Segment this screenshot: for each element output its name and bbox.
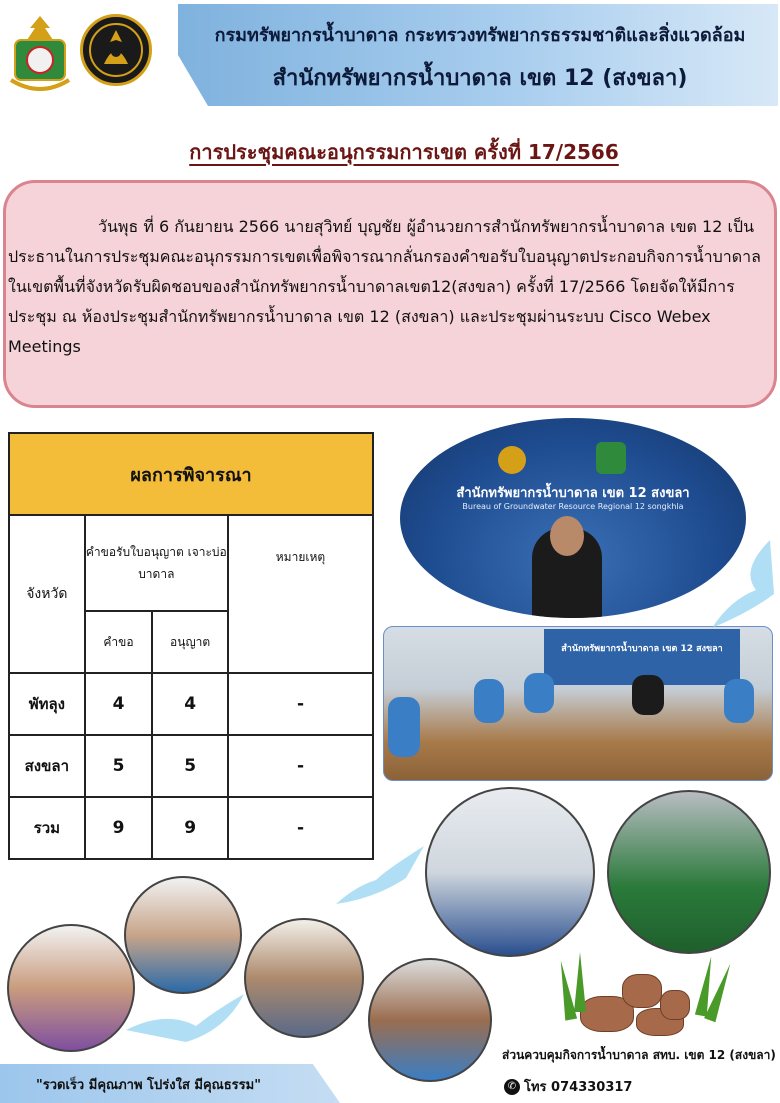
person-silhouette — [632, 675, 664, 715]
row-province: รวม — [9, 797, 85, 859]
person-head — [550, 516, 584, 556]
summary-paragraph: วันพุธ ที่ 6 กันยายน 2566 นายสุวิทย์ บุญชัย ผู้อำนวยการสำนักทรัพยากรน้ำบาดาล เขต 12 เป็นประธานในการประชุมคณะอนุกรรมการเขตเพื่อพิจารณากลั่นกรองคำขอรับใบอนุญาตประกอบกิจการน้ำบาดาลในเขตพื้นที่จังหวัดรับผิดชอบของสำนักทรัพยากรน้ำบาดาลเขต12(สงขลา) ครั้งที่ 17/2566 โดยจัดให้มีการประชุม ณ ห้องประชุมสำนักทรัพยากรน้ำบาดาล เขต 12 (สงขลา) และประชุมผ่านระบบ Cisco Webex Meetings — [8, 217, 761, 356]
photo-banner-english: Bureau of Groundwater Resource Regional 12 songkhla — [462, 502, 684, 511]
chairman-photo — [400, 418, 746, 618]
row-requested: 5 — [85, 735, 153, 797]
col-requested: คำขอ — [85, 611, 153, 673]
room-banner-text: สำนักทรัพยากรน้ำบาดาล เขต 12 สงขลา — [561, 644, 723, 654]
col-request-group: คำขอรับใบอนุญาต เจาะบ่อบาดาล — [85, 515, 228, 611]
water-splash-icon — [336, 846, 426, 906]
water-splash-icon — [700, 540, 778, 630]
rock-decoration — [622, 974, 662, 1008]
row-requested: 4 — [85, 673, 153, 735]
person-silhouette — [524, 673, 554, 713]
footer-org: ส่วนควบคุมกิจการน้ำบาดาล สทบ. เขต 12 (สงขลา) — [502, 1048, 776, 1062]
col-province: จังหวัด — [9, 515, 85, 673]
table-row — [9, 797, 373, 859]
person-silhouette — [724, 679, 754, 723]
webex-participant-photo — [368, 958, 492, 1082]
row-remark: - — [228, 797, 373, 859]
row-requested: 9 — [85, 797, 153, 859]
table-row — [9, 735, 373, 797]
row-province: สงขลา — [9, 735, 85, 797]
row-approved: 4 — [152, 673, 228, 735]
header-office: สำนักทรัพยากรน้ำบาดาล เขต 12 (สงขลา) — [272, 66, 688, 91]
webex-participant-photo — [124, 876, 242, 994]
photo-emblem-icon — [596, 442, 626, 474]
participant-photo — [607, 790, 771, 954]
header-department: กรมทรัพยากรน้ำบาดาล กระทรวงทรัพยากรธรรมชาติและสิ่งแวดล้อม — [214, 25, 746, 46]
phone-icon: ✆ — [504, 1079, 520, 1095]
row-approved: 9 — [152, 797, 228, 859]
meeting-title: การประชุมคณะอนุกรรมการเขต ครั้งที่ 17/2566 — [189, 140, 619, 164]
groundwater-seal-right — [80, 14, 152, 86]
result-table — [8, 432, 374, 860]
row-approved: 5 — [152, 735, 228, 797]
photo-banner-thai: สำนักทรัพยากรน้ำบาดาล เขต 12 สงขลา — [456, 486, 690, 501]
phone-number: โทร 074330317 — [524, 1080, 633, 1095]
meeting-room-photo — [383, 626, 773, 781]
slogan: "รวดเร็ว มีคุณภาพ โปร่งใส มีคุณธรรม" — [36, 1078, 261, 1093]
webex-participant-photo — [244, 918, 364, 1038]
webex-participant-photo — [7, 924, 135, 1052]
photo-seal-icon — [498, 446, 526, 474]
grass-decoration — [574, 952, 586, 1012]
row-province: พัทลุง — [9, 673, 85, 735]
col-remark: หมายเหตุ — [228, 515, 373, 673]
table-title: ผลการพิจารณา — [9, 433, 373, 515]
footer-phone — [504, 1076, 632, 1097]
row-remark: - — [228, 735, 373, 797]
rock-decoration — [660, 990, 690, 1020]
summary-text — [8, 212, 768, 362]
col-approved: อนุญาต — [152, 611, 228, 673]
row-remark: - — [228, 673, 373, 735]
table-row — [9, 673, 373, 735]
dgr-emblem-left — [5, 14, 75, 98]
water-splash-icon — [126, 990, 246, 1050]
person-silhouette — [388, 697, 420, 757]
participant-photo — [425, 787, 595, 957]
person-silhouette — [474, 679, 504, 723]
